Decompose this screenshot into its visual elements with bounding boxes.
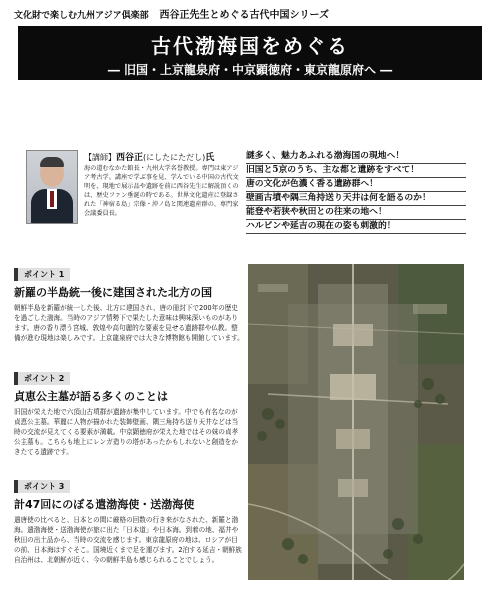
point-title: 貞恵公主墓が語る多くのことは (14, 390, 168, 403)
point-section-2 (14, 366, 244, 457)
highlights-list (246, 150, 466, 232)
point-tag: ポイント 2 (14, 372, 70, 385)
aerial-site-photo (248, 264, 464, 580)
point-body: 旧国が栄えた地で六頂山古墳群が遺跡が集中しています。中でも有名なのが貞恵公主墓。華麗に人物が描かれた装飾壁画、隅三角持ち送り天井などは当時の交流が見えてくる要素が満載。中京顕徳府が栄えた地ではその妹の貞孝公主墓も。こちらも地上にレンガ造りの塔があったかもしれないと創造をかきたてる遺跡です。 (14, 408, 239, 456)
highlight-item: 唐の文化が色濃く香る遺跡群へ！ (246, 178, 466, 192)
point-title: 新羅の半島統一後に建国された北方の国 (14, 286, 212, 299)
lecturer-profile (26, 150, 244, 246)
highlight-item: 壁画古墳や隅三角持送り天井は何を語るのか！ (246, 192, 466, 206)
lecturer-photo (26, 150, 78, 224)
lecturer-reading: (にしたにただし) (143, 153, 206, 162)
page-header (14, 6, 486, 22)
title-banner (18, 26, 482, 80)
banner-title: 古代渤海国をめぐる (151, 34, 349, 58)
point-title: 計47回にのぼる遣渤海使・送渤海使 (14, 498, 195, 511)
point-section-1 (14, 262, 244, 343)
lecturer-role: 【講師】 (84, 153, 116, 162)
point-tag: ポイント 1 (14, 268, 70, 281)
lecturer-bio: 海の道むなかた館長・九州大学名誉教授。専門は東アジア考古学。講座で学ぶ事を見、学んでいる中国の古代文明を、現地で展示品や遺跡を前に西谷先生に解説頂くのは、歴史ファン垂涎の時である。世界文化遺産に登録された「神宿る島」宗像・沖ノ島と関連遺産群の、専門家会議委員長。 (84, 165, 239, 217)
highlight-item: 旧国と5京のうち、主な都と遺跡をすべて！ (246, 164, 466, 178)
point-section-3 (14, 474, 244, 565)
lecturer-series-label: 西谷正先生とめぐる古代中国シリーズ (159, 10, 330, 21)
highlight-item: 能登や若狭や秋田との往来の地へ！ (246, 206, 466, 220)
lecturer-name-line (84, 150, 214, 163)
aerial-photo-illustration (248, 264, 464, 580)
point-tag: ポイント 3 (14, 480, 70, 493)
highlight-item: 謎多く、魅力あふれる渤海国の現地へ！ (246, 150, 466, 164)
point-body: 遣唐使の比べると、日本との間に厳格の回数の行き来がなされた、新羅と渤海。遣渤海使・送渤海使が旅に出た「日本道」や日本海。到着の地、福井や秋田の出土品から、当時の交流を感じます。東京龍原府の地は、ロシアが目の前、日本海はすぐそこ。国境近くまで足を運びます。2泊する延吉・朝鮮族自治州は、北朝鮮が近く、今の朝鮮半島も感じられることでしょう。 (14, 516, 242, 564)
lecturer-name: 西谷正 (116, 153, 144, 163)
series-label: 文化財で楽しむ九州アジア倶楽部 (14, 11, 149, 21)
lecturer-suffix: 氏 (205, 153, 215, 163)
point-body: 朝鮮半島を新羅が統一した後、北方に建国され、唐の冊封下で200年の歴史を過ごした渤海。当時のアジア情勢下で果たした意味は興味深いものがあります。唐の香り漂う宮城、敦煌や高句麗的な要素を見せる遺跡群や仏教。整備が進む現地は楽しみです。上京龍泉府では大きな博物館も開館しています。 (14, 304, 244, 342)
highlight-item: ハルビンや延吉の現在の姿も刺激的！ (246, 220, 466, 234)
banner-subtitle: ― 旧国・上京龍泉府・中京顕徳府・東京龍原府へ ― (107, 63, 393, 77)
